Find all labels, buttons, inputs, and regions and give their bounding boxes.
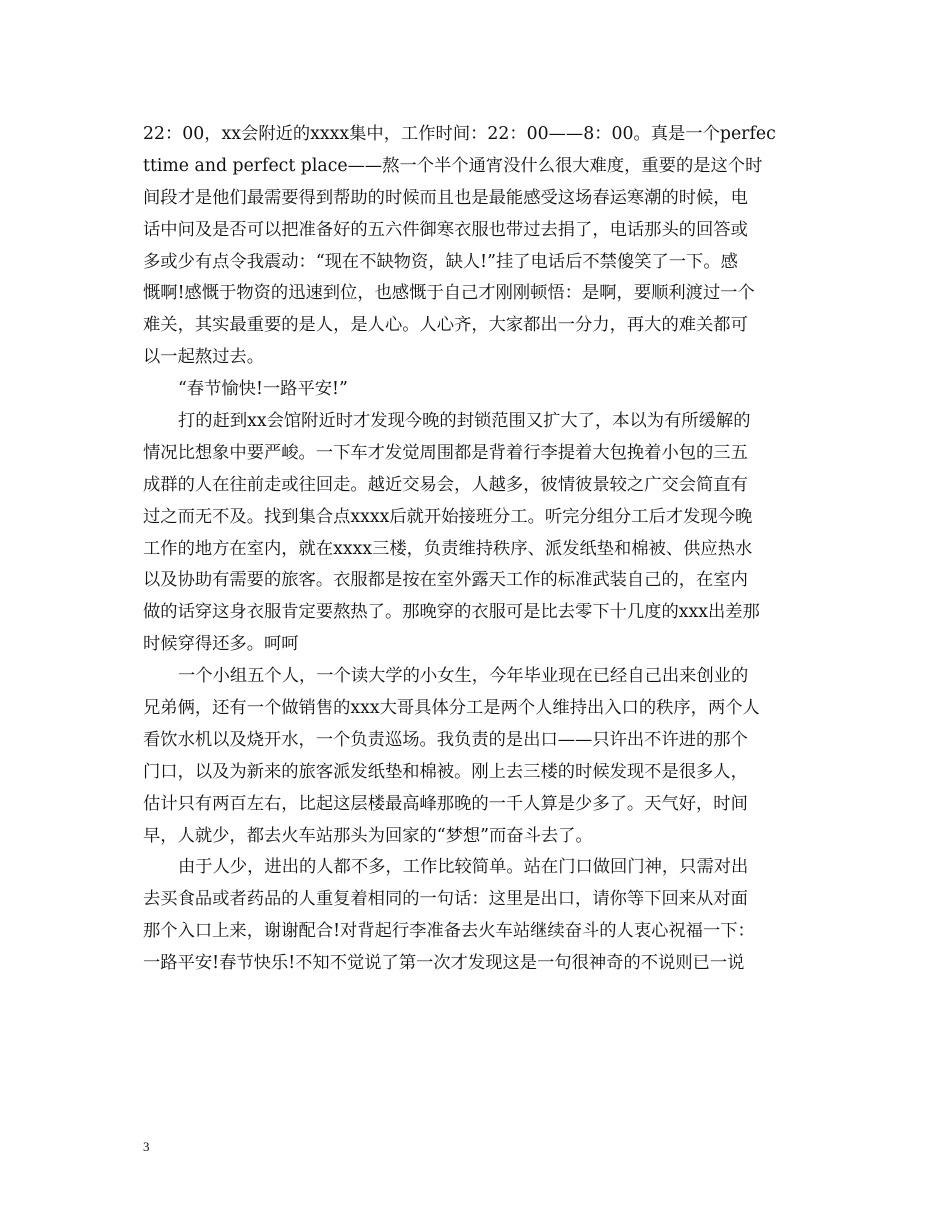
text-line: 22：00，xx会附近的xxxx集中，工作时间：22：00——8：00。真是一个perfec	[143, 124, 776, 144]
text-line: 多或少有点令我震动：“现在不缺物资，缺人!”挂了电话后不禁傻笑了一下。感	[143, 251, 738, 272]
text-line: 兄弟俩，还有一个做销售的xxx大哥具体分工是两个人维持出入口的秩序，两个人	[143, 698, 760, 719]
page-number: 3	[143, 1139, 150, 1154]
text-line: 以及协助有需要的旅客。衣服都是按在室外露天工作的标准武装自己的，在室内	[143, 570, 748, 591]
text-line: 慨啊!感慨于物资的迅速到位，也感慨于自己才刚刚顿悟：是啊，要顺利渡过一个	[143, 283, 755, 304]
text-line: 时候穿得还多。呵呵	[143, 634, 299, 655]
text-line: 难关，其实最重要的是人，是人心。人心齐，大家都出一分力，再大的难关都可	[143, 315, 748, 336]
text-line: 早，人就少，都去火车站那头为回家的“梦想”而奋斗去了。	[143, 825, 593, 846]
text-line: ttime and perfect place——熬一个半个通宵没什么很大难度，重要的是这个时	[143, 155, 763, 176]
text-line: 一路平安!春节快乐!不知不觉说了第一次才发现这是一句很神奇的不说则已一说	[143, 953, 745, 974]
text-line: 打的赶到xx会馆附近时才发现今晚的封锁范围又扩大了，本以为有所缓解的	[178, 411, 751, 432]
text-line: 过之而无不及。找到集合点xxxx后就开始接班分工。听完分组分工后才发现今晚	[143, 506, 753, 527]
text-line: 去买食品或者药品的人重复着相同的一句话：这里是出口，请你等下回来从对面	[143, 889, 748, 910]
text-line: 由于人少，进出的人都不多，工作比较简单。站在门口做回门神，只需对出	[178, 857, 749, 878]
text-line: 成群的人在往前走或往回走。越近交易会，人越多，彼情彼景较之广交会简直有	[143, 474, 748, 495]
text-line: “春节愉快!一路平安!”	[178, 379, 348, 400]
text-line: 话中问及是否可以把准备好的五六件御寒衣服也带过去捐了，电话那头的回答或	[143, 219, 748, 240]
text-line: 做的话穿这身衣服肯定要熬热了。那晚穿的衣服可是比去零下十几度的xxx出差那	[143, 602, 760, 623]
text-line: 工作的地方在室内，就在xxxx三楼，负责维持秩序、派发纸垫和棉被、供应热水	[143, 538, 753, 559]
text-line: 看饮水机以及烧开水，一个负责巡场。我负责的是出口——只许出不许进的那个	[143, 729, 748, 750]
text-line: 一个小组五个人，一个读大学的小女生，今年毕业现在已经自己出来创业的	[178, 666, 749, 687]
text-line: 门口，以及为新来的旅客派发纸垫和棉被。刚上去三楼的时候发现不是很多人，	[143, 761, 748, 782]
text-line: 估计只有两百左右，比起这层楼最高峰那晚的一千人算是少多了。天气好，时间	[143, 793, 748, 814]
document-body	[143, 119, 809, 980]
text-line: 那个入口上来，谢谢配合!对背起行李准备去火车站继续奋斗的人衷心祝福一下：	[143, 921, 755, 942]
text-line: 间段才是他们最需要得到帮助的时候而且也是最能感受这场春运寒潮的时候，电	[143, 187, 748, 208]
text-line: 情况比想象中要严峻。一下车才发觉周围都是背着行李提着大包挽着小包的三五	[143, 442, 748, 463]
text-line: 以一起熬过去。	[143, 347, 264, 368]
